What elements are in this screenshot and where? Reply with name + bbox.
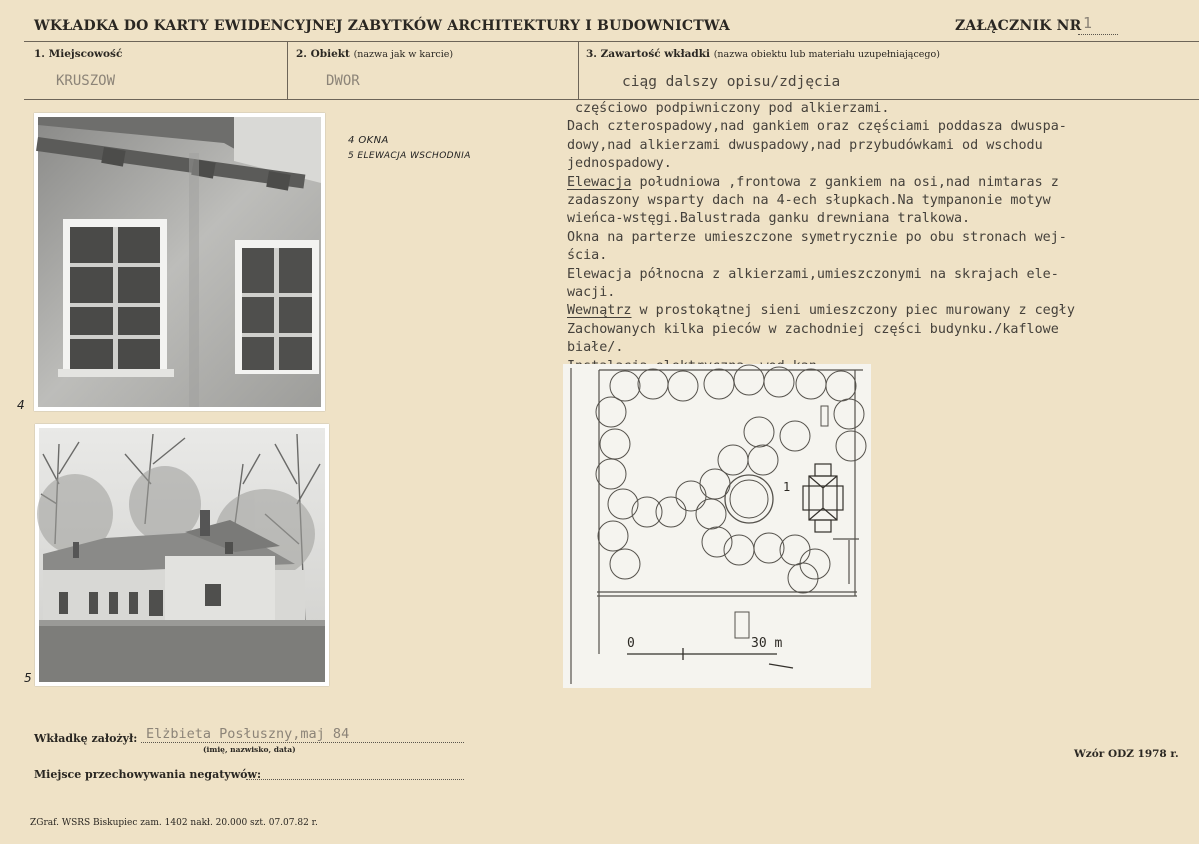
- description-line-text: wacji.: [567, 285, 616, 301]
- storage-label: Miejsce przechowywania negatywów:: [34, 768, 262, 781]
- founder-line: [141, 742, 464, 743]
- description-line: [567, 155, 1197, 173]
- description-line-text: Dach czterospadowy,nad gankiem oraz częściami poddasza dwuspa-: [567, 119, 1067, 135]
- tree-symbol: [668, 371, 698, 401]
- description-lines: [567, 100, 1197, 376]
- manor-house-image: [35, 424, 329, 686]
- object-label-note: (nazwa jak w karcie): [353, 49, 454, 60]
- contents-label-note: (nazwa obiektu lub materiału uzupełniającego): [713, 49, 940, 60]
- tree-symbol: [754, 533, 784, 563]
- handwritten-note-line-2: 5 ELEWACJA WSCHODNIA: [348, 151, 471, 161]
- tree-symbol: [836, 431, 866, 461]
- tree-symbol: [826, 371, 856, 401]
- contents-value: ciąg dalszy opisu/zdjęcia: [622, 74, 841, 90]
- tree-symbol: [598, 521, 628, 551]
- description-line-lead: Wewnątrz: [567, 303, 632, 319]
- description-line-text: w prostokątnej sieni umieszczony piec murowany z cegły: [631, 303, 1075, 319]
- description-line-text: południowa ,frontowa z gankiem na osi,nad nimtaras z: [631, 174, 1059, 190]
- description-line: [567, 229, 1197, 247]
- description-line: [567, 302, 1197, 320]
- tree-symbol: [632, 497, 662, 527]
- description-line: [567, 247, 1197, 265]
- attachment-number: 1: [1083, 14, 1093, 32]
- photo-4-number: 4: [17, 398, 26, 412]
- tree-symbols: [596, 365, 866, 593]
- tree-symbol: [780, 421, 810, 451]
- tree-symbol: [696, 499, 726, 529]
- tree-symbol: [600, 429, 630, 459]
- object-value: DWOR: [326, 73, 360, 89]
- tree-symbol: [596, 397, 626, 427]
- print-info: ZGraf. WSRS Biskupiec zam. 1402 nakł. 20.000 szt. 07.07.82 r.: [30, 818, 318, 828]
- tree-symbol: [764, 367, 794, 397]
- tree-symbol: [834, 399, 864, 429]
- tree-symbol: [608, 489, 638, 519]
- description-line: [567, 321, 1197, 339]
- founder-value: Elżbieta Posłuszny,maj 84: [146, 726, 350, 742]
- description-line: [567, 100, 1197, 118]
- description-line-text: dowy,nad alkierzami dwuspadowy,nad przybudówkami od wschodu: [567, 137, 1043, 153]
- tree-symbol: [788, 563, 818, 593]
- tree-symbol: [780, 535, 810, 565]
- template-label: Wzór ODZ 1978 r.: [1074, 748, 1179, 760]
- field-divider-1: [287, 41, 288, 99]
- description-line-text: Zachowanych kilka pieców w zachodniej części budynku./kaflowe: [567, 321, 1059, 337]
- photo-window-facade: [34, 113, 325, 411]
- attachment-label: ZAŁĄCZNIK NR: [955, 18, 1082, 34]
- locality-label: 1. Miejscowość: [34, 48, 123, 60]
- description-block: [567, 100, 1197, 376]
- storage-line: [246, 779, 464, 780]
- site-plan-drawing: [563, 364, 871, 688]
- window-facade-image: [34, 113, 325, 411]
- header-rule: [24, 41, 1199, 42]
- description-line-text: częściowo podpiwniczony pod alkierzami.: [575, 101, 890, 116]
- tree-symbol: [596, 459, 626, 489]
- attachment-number-line: [1078, 34, 1118, 35]
- description-line-lead: Elewacja: [567, 174, 632, 190]
- tree-symbol: [656, 497, 686, 527]
- building-number-label: 1: [783, 480, 791, 494]
- description-line-text: zadaszony wsparty dach na 4-ech słupkach.Na tympanonie motyw: [567, 193, 1051, 209]
- tree-symbol: [704, 369, 734, 399]
- contents-label: [586, 48, 940, 60]
- tree-symbol: [610, 371, 640, 401]
- site-plan: [563, 364, 871, 688]
- tree-symbol: [638, 369, 668, 399]
- description-line: [567, 137, 1197, 155]
- description-line-text: białe/.: [567, 340, 624, 356]
- scale-end-label: 30 m: [751, 636, 783, 651]
- tree-symbol: [610, 549, 640, 579]
- locality-value: KRUSZOW: [56, 73, 116, 89]
- manor-building-plan: [803, 464, 843, 532]
- tree-symbol: [676, 481, 706, 511]
- description-line: [567, 118, 1197, 136]
- tree-symbol: [796, 369, 826, 399]
- object-label: [296, 48, 453, 60]
- description-line: [567, 174, 1197, 192]
- scale-start-label: 0: [627, 636, 635, 651]
- description-line: [567, 192, 1197, 210]
- handwritten-note-line-1: 4 OKNA: [348, 135, 389, 146]
- tree-symbol: [724, 535, 754, 565]
- description-line: [567, 266, 1197, 284]
- description-line-text: wieńca-wstęgi.Balustrada ganku drewniana tralkowa.: [567, 211, 971, 227]
- field-divider-2: [578, 41, 579, 99]
- object-label-text: 2. Obiekt: [296, 48, 350, 60]
- tree-symbol: [748, 445, 778, 475]
- description-line-text: Elewacja północna z alkierzami,umieszczonymi na skrajach ele-: [567, 266, 1059, 282]
- description-line: [567, 339, 1197, 357]
- description-line: [567, 284, 1197, 302]
- photo-5-number: 5: [24, 671, 33, 685]
- description-line-text: ścia.: [567, 248, 608, 264]
- tree-symbol: [702, 527, 732, 557]
- tree-symbol: [800, 549, 830, 579]
- founder-label: Wkładkę założył:: [34, 732, 138, 745]
- tree-symbol: [744, 417, 774, 447]
- form-title: WKŁADKA DO KARTY EWIDENCYJNEJ ZABYTKÓW ARCHITEKTURY I BUDOWNICTWA: [34, 18, 730, 34]
- description-line-text: Okna na parterze umieszczone symetrycznie po obu stronach wej-: [567, 229, 1067, 245]
- description-line-text: jednospadowy.: [567, 156, 672, 172]
- contents-label-text: 3. Zawartość wkładki: [586, 48, 711, 60]
- photo-manor-house: [35, 424, 329, 686]
- founder-note: (imię, nazwisko, data): [203, 745, 296, 754]
- description-line: [567, 210, 1197, 228]
